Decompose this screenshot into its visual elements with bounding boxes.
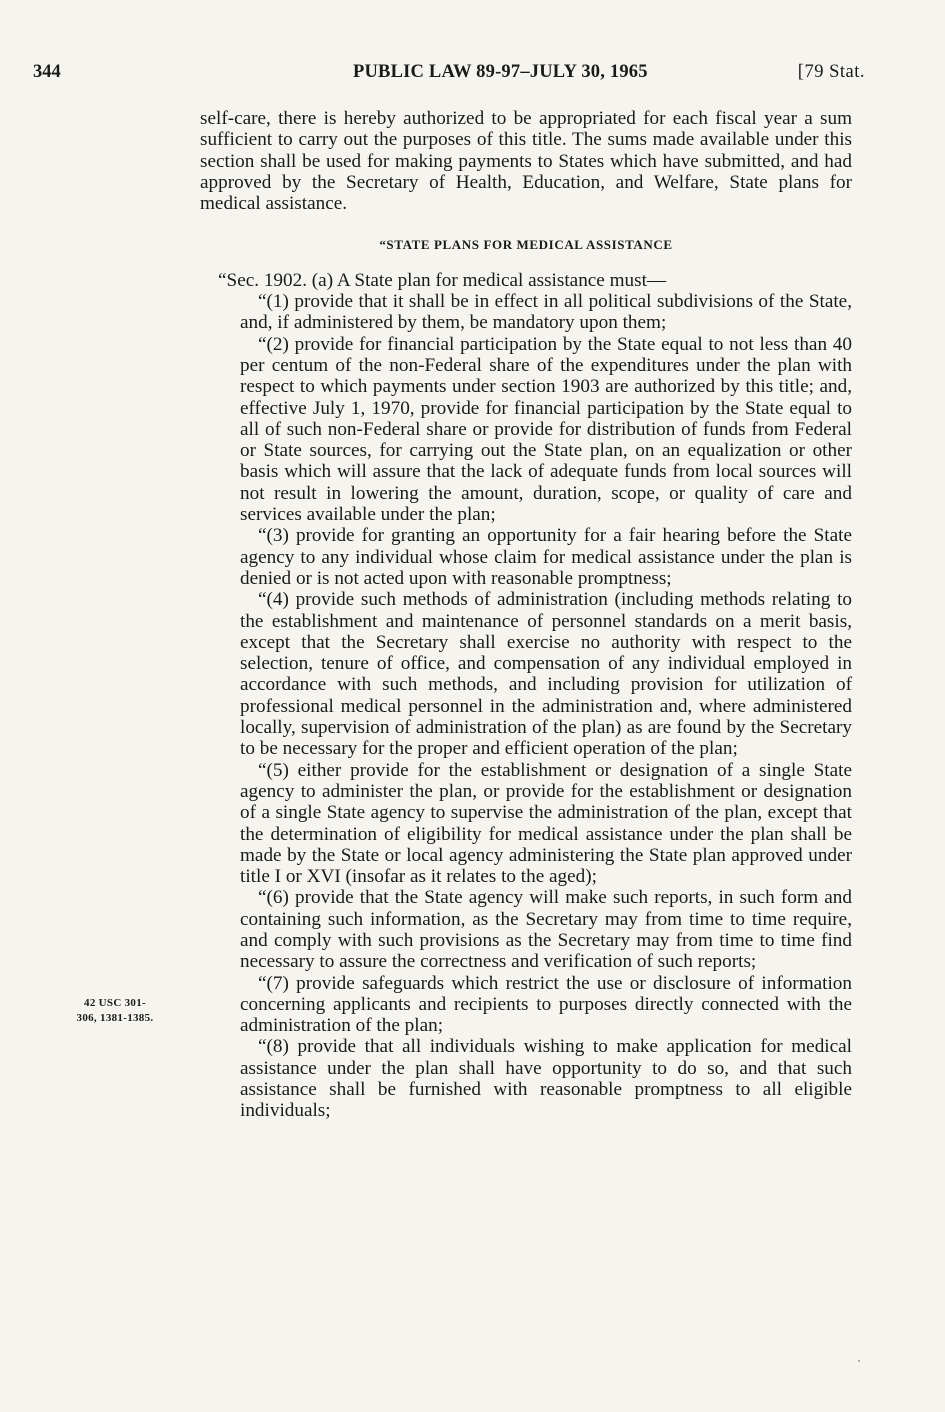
running-head: PUBLIC LAW 89-97–JULY 30, 1965 [353,62,648,82]
list-item: “(6) provide that the State agency will make such reports, in such form and containing such information, as the Secretary may from time to time require, and comply with such provisions as the Secretary may from time to time find necessary to assure the correctness and verification of such reports; [240,887,852,973]
list-item: “(8) provide that all individuals wishing to make application for medical assistance under the plan shall have opportunity to do so, and that such assistance shall be furnished with reasonable promptness to all eligible individuals; [240,1036,852,1122]
body-text [200,108,852,1122]
section-intro: “Sec. 1902. (a) A State plan for medical assistance must— [218,269,667,291]
list-item: “(2) provide for financial participation by the State equal to not less than 40 per centum of the non-Federal share of the expenditures under the plan with respect to which payments under section 1903 are authorized by this title; and, effective July 1, 1970, provide for financial participation by the State equal to all of such non-Federal share or provide for distribution of funds from Federal or State sources, for carrying out the State plan, on an equalization or other basis which will assure that the lack of adequate funds from local sources will not result in lowering the amount, duration, scope, or quality of care and services available under the plan; [240,333,852,526]
paper-speck [858,1360,860,1362]
list-item: “(1) provide that it shall be in effect in all political subdivisions of the State, and, if administered by them, be mandatory upon them; [240,291,852,334]
marginal-note-line: 306, 1381-1385. [76,1012,154,1024]
list-item: “(5) either provide for the establishment or designation of a single State agency to administer the plan, or provide for the establishment or designation of a single State agency to supervise the administration of the plan, except that the determination of eligibility for medical assistance under the plan shall be made by the State or local agency administering the State plan approved under title I or XVI (insofar as it relates to the aged); [240,759,852,888]
list-item: “(7) provide safeguards which restrict the use or disclosure of information concerning applicants and recipients to purposes directly connected with the administration of the plan; [240,972,852,1037]
marginal-note [55,996,175,1026]
page-number: 344 [33,62,61,82]
page-header [33,62,865,86]
marginal-note-line: 42 USC 301- [84,997,146,1009]
section-heading: “STATE PLANS FOR MEDICAL ASSISTANCE [379,237,673,253]
list-item: “(4) provide such methods of administration (including methods relating to the establishment and maintenance of personnel standards on a merit basis, except that the Secretary shall exercise no authority with respect to the selection, tenure of office, and compensation of any individual employed in accordance with such methods, and including provision for utilization of professional medical personnel in the administration and, where administered locally, supervision of administration of the plan) as are found by the Secretary to be necessary for the proper and efficient operation of the plan; [240,589,852,760]
list-item: “(3) provide for granting an opportunity for a fair hearing before the State agency to any individual whose claim for medical assistance under the plan is denied or is not acted upon with reasonable promptness; [240,525,852,589]
volume-citation: [79 Stat. [797,62,865,82]
lead-paragraph: self-care, there is hereby authorized to be appropriated for each fiscal year a sum sufficient to carry out the purposes of this title. The sums made available under this section shall be used for making payments to States which have submitted, and had approved by the Secretary of Health, Education, and Welfare, State plans for medical assistance. [200,108,852,215]
